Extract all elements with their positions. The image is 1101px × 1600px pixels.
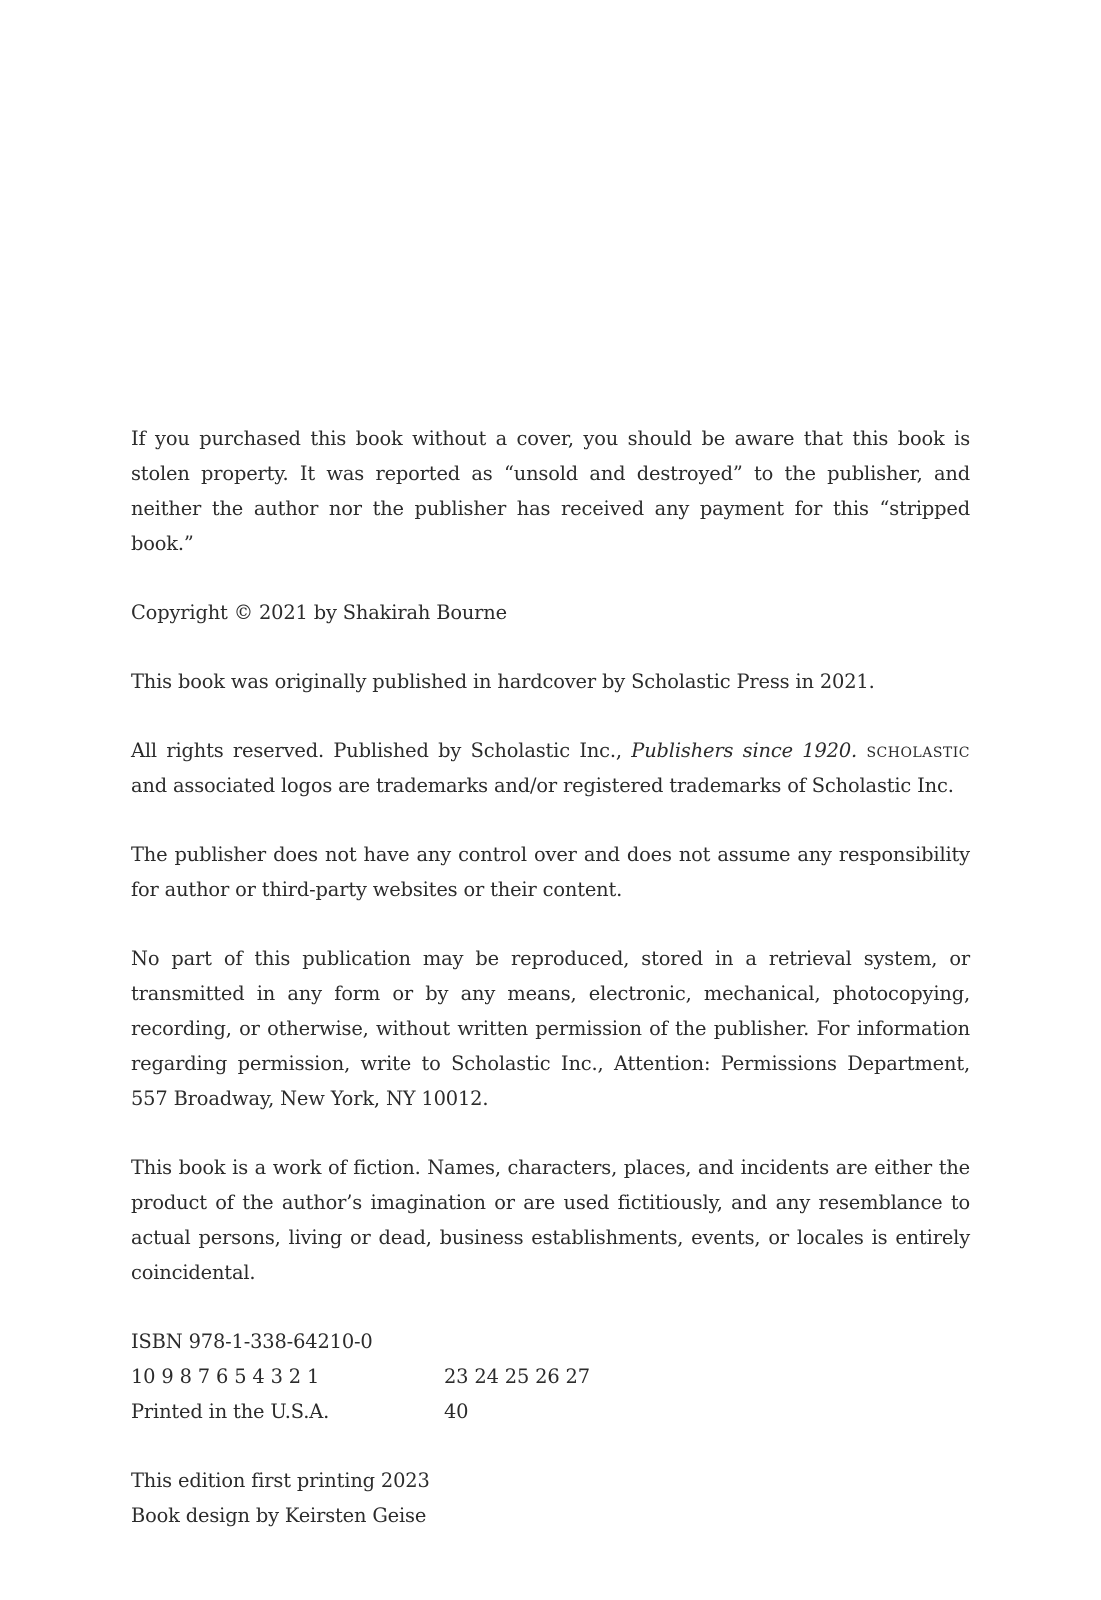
copyright-text-block xyxy=(131,421,970,1533)
rights-reserved-paragraph xyxy=(131,733,970,803)
rights-text-end: and associated logos are trademarks and/or registered trademarks of Scholastic Inc. xyxy=(131,774,954,797)
isbn-row xyxy=(131,1324,970,1359)
rights-text-start: All rights reserved. Published by Scholastic Inc., xyxy=(131,739,632,762)
stripped-book-notice: If you purchased this book without a cover, you should be aware that this book is stolen property. It was reported as “unsold and destroyed” to the publisher, and neither the author nor the publisher has received any payment for this “stripped book.” xyxy=(131,427,970,555)
print-line-row xyxy=(131,1359,970,1394)
printing-info xyxy=(131,1324,970,1429)
copyright-line: Copyright © 2021 by Shakirah Bourne xyxy=(131,601,507,624)
reproduction-notice: No part of this publication may be reproduced, stored in a retrieval system, or transmitted in any form or by any means, electronic, mechanical, photocopying, recording, or otherwise, without written permission of the publisher. For information regarding permission, write to Scholastic Inc., Attention: Permissions Department, 557 Broadway, New York, NY 10012. xyxy=(131,947,970,1110)
original-publication-note: This book was originally published in hardcover by Scholastic Press in 2021. xyxy=(131,670,875,693)
edition-line: This edition first printing 2023 xyxy=(131,1469,430,1492)
printed-in-row xyxy=(131,1394,970,1429)
website-disclaimer: The publisher does not have any control over and does not assume any responsibility for author or third-party websites or their content. xyxy=(131,843,970,901)
fiction-disclaimer: This book is a work of fiction. Names, characters, places, and incidents are either the product of the author’s imagination or are used fictitiously, and any resemblance to actual persons, living or dead, business establishments, events, or locales is entirely coincidental. xyxy=(131,1156,970,1284)
design-credit: Book design by Keirsten Geise xyxy=(131,1504,427,1527)
printed-in-country: Printed in the U.S.A. xyxy=(131,1400,330,1423)
printer-key: 10 9 8 7 6 5 4 3 2 1 xyxy=(131,1365,320,1388)
scholastic-trademark: scholastic xyxy=(866,739,971,762)
printing-code: 40 xyxy=(444,1400,469,1423)
isbn-number: ISBN 978-1-338-64210-0 xyxy=(131,1330,373,1353)
year-key: 23 24 25 26 27 xyxy=(444,1365,590,1388)
publisher-tagline: Publishers since 1920. xyxy=(631,739,858,762)
credits-block xyxy=(131,1463,970,1533)
